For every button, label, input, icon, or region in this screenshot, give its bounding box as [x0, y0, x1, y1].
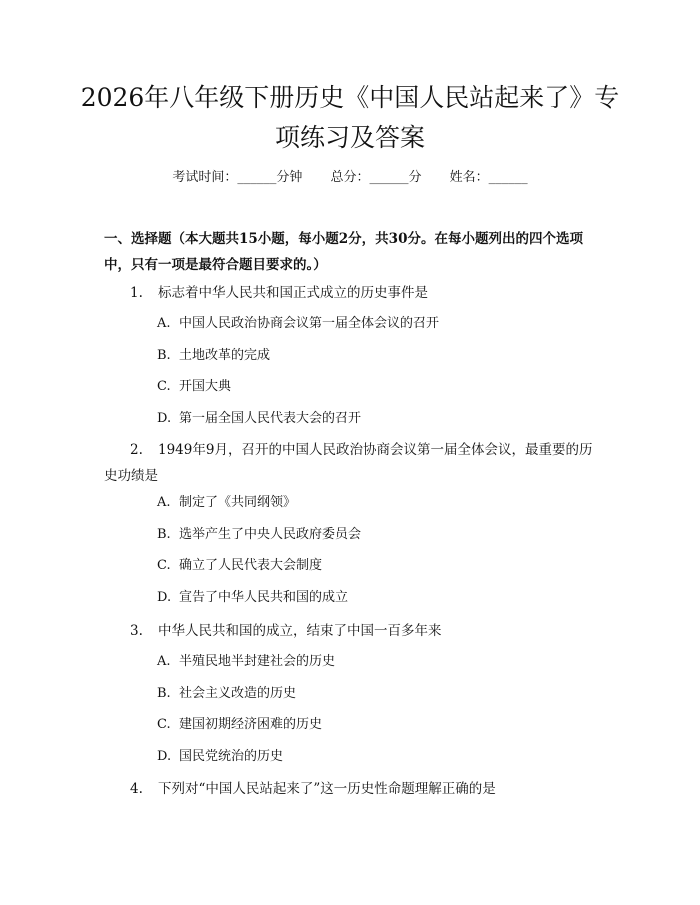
question-number: 1. [130, 285, 143, 301]
question-4 [104, 776, 604, 802]
option-3b [157, 684, 597, 704]
option-2a [157, 493, 597, 513]
exam-time-field: 考试时间：______分钟 [172, 170, 303, 185]
option-3c [157, 715, 597, 735]
question-stem: 标志着中华人民共和国正式成立的历史事件是 [158, 285, 428, 301]
option-letter: A. [157, 495, 171, 510]
question-stem: 1949年9月，召开的中国人民政治协商会议第一届全体会议，最重要的历史功绩是 [104, 442, 593, 484]
exam-meta [0, 168, 700, 188]
question-number: 4. [130, 781, 143, 797]
option-letter: A. [157, 316, 171, 331]
section-heading: 一、选择题（本大题共15小题，每小题2分，共30分。在每小题列出的四个选项中，只有一项是最符合题目要求的。） [104, 231, 583, 273]
option-letter: C. [157, 558, 171, 573]
question-2 [104, 437, 604, 489]
option-letter: B. [157, 686, 171, 701]
total-score-field: 总分：______分 [330, 170, 422, 185]
option-letter: D. [157, 590, 172, 605]
option-text: 开国大典 [179, 379, 232, 394]
option-1a [157, 314, 597, 334]
option-3d [157, 747, 597, 767]
question-number: 2. [130, 442, 143, 458]
option-letter: C. [157, 717, 171, 732]
option-text: 国民党统治的历史 [179, 749, 284, 764]
option-text: 土地改革的完成 [179, 348, 271, 363]
option-2c [157, 556, 597, 576]
option-text: 确立了人民代表大会制度 [179, 558, 323, 573]
option-text: 制定了《共同纲领》 [179, 495, 297, 510]
option-1b [157, 346, 597, 366]
option-1d [157, 409, 597, 429]
option-text: 选举产生了中央人民政府委员会 [179, 527, 362, 542]
option-text: 中国人民政治协商会议第一届全体会议的召开 [179, 316, 440, 331]
question-stem: 中华人民共和国的成立，结束了中国一百多年来 [158, 623, 442, 639]
question-1 [104, 280, 604, 306]
student-name-field: 姓名：______ [449, 170, 528, 185]
question-3 [104, 618, 604, 644]
question-number: 3. [130, 623, 143, 639]
option-text: 宣告了中华人民共和国的成立 [179, 590, 349, 605]
option-letter: D. [157, 749, 172, 764]
option-text: 建国初期经济困难的历史 [179, 717, 323, 732]
question-stem: 下列对“中国人民站起来了”这一历史性命题理解正确的是 [158, 781, 496, 797]
document-title: 2026年八年级下册历史《中国人民站起来了》专项练习及答案 [80, 83, 620, 152]
option-letter: B. [157, 348, 171, 363]
option-letter: D. [157, 411, 172, 426]
option-text: 第一届全国人民代表大会的召开 [179, 411, 362, 426]
option-2d [157, 588, 597, 608]
option-1c [157, 377, 597, 397]
option-letter: C. [157, 379, 171, 394]
option-text: 半殖民地半封建社会的历史 [179, 654, 336, 669]
option-text: 社会主义改造的历史 [179, 686, 297, 701]
option-2b [157, 525, 597, 545]
option-letter: B. [157, 527, 171, 542]
option-letter: A. [157, 654, 171, 669]
option-3a [157, 652, 597, 672]
